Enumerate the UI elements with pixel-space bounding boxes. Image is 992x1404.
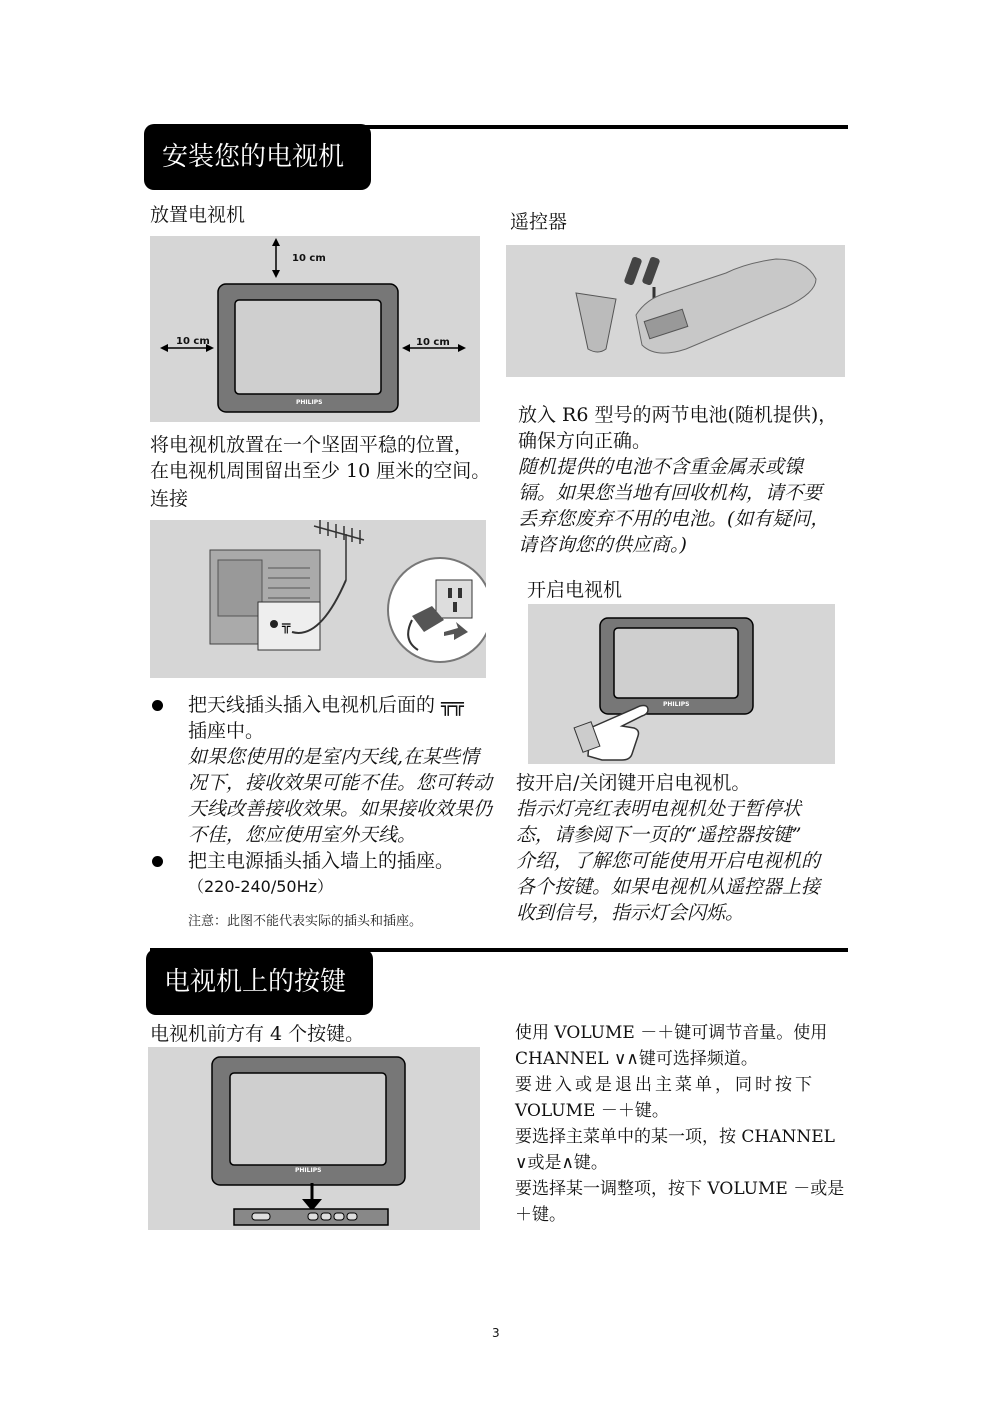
remote-italic-1: 随机提供的电池不含重金属汞或镍 <box>518 456 804 478</box>
tv-front-buttons-illustration <box>148 1047 480 1230</box>
connect-heading: 连接 <box>150 488 189 510</box>
placement-text-1: 将电视机放置在一个坚固平稳的位置， <box>150 434 474 456</box>
power-text-1: 按开启/关闭键开启电视机。 <box>516 772 751 794</box>
tv-brand-logo: PHILIPS <box>296 399 323 406</box>
bullet2-line1: 把主电源插头插入墙上的插座。 <box>188 850 455 872</box>
bullet-power <box>152 856 163 867</box>
bullet1-note4: 不佳，您应使用室外天线。 <box>188 824 417 846</box>
power-italic-5: 收到信号，指示灯会闪烁。 <box>516 902 745 924</box>
connect-figure <box>150 520 486 678</box>
power-brand-logo: PHILIPS <box>663 701 690 708</box>
page-number: 3 <box>492 1326 500 1340</box>
bullet1-line2: 插座中。 <box>188 720 265 742</box>
power-italic-1: 指示灯亮红表明电视机处于暂停状 <box>516 798 802 820</box>
remote-battery-illustration <box>506 245 845 377</box>
buttons-figure <box>148 1047 480 1230</box>
buttons-intro: 电视机前方有 4 个按键。 <box>150 1023 365 1045</box>
bullet1-note2: 况下，接收效果可能不佳。您可转动 <box>188 772 493 794</box>
power-italic-4: 各个按键。如果电视机从遥控器上接 <box>516 876 821 898</box>
remote-italic-2: 镉。如果您当地有回收机构，请不要 <box>518 482 823 504</box>
remote-italic-3: 丢弃您废弃不用的电池。(如有疑问， <box>518 508 830 530</box>
buttons-line-4: VOLUME －＋键。 <box>515 1101 669 1121</box>
buttons-line-2: CHANNEL ∨∧键可选择频道。 <box>515 1049 758 1069</box>
power-figure <box>528 604 835 764</box>
buttons-line-7: 要选择某一调整项，按下 VOLUME －或是 <box>515 1179 845 1199</box>
placement-heading: 放置电视机 <box>150 204 246 226</box>
bullet1-note3: 天线改善接收效果。如果接收效果仍 <box>188 798 493 820</box>
buttons-line-8: ＋键。 <box>515 1205 566 1225</box>
clearance-top-label: 10 cm <box>292 253 326 264</box>
clearance-left-label: 10 cm <box>176 336 210 347</box>
buttons-line-1: 使用 VOLUME －＋键可调节音量。使用 <box>515 1023 828 1043</box>
remote-text-2: 确保方向正确。 <box>518 430 652 452</box>
section-title-install: 安装您的电视机 <box>144 124 371 190</box>
section-title-buttons: 电视机上的按键 <box>146 949 373 1015</box>
placement-figure <box>150 236 480 422</box>
bullet1-line1-text: 把天线插头插入电视机后面的 <box>188 694 436 716</box>
clearance-right-label: 10 cm <box>416 337 450 348</box>
buttons-brand-logo: PHILIPS <box>295 1167 322 1174</box>
placement-text-2: 在电视机周围留出至少 10 厘米的空间。 <box>150 460 491 482</box>
power-on-illustration <box>528 604 835 764</box>
power-heading: 开启电视机 <box>527 579 623 601</box>
power-italic-3: 介绍，了解您可能使用开启电视机的 <box>516 850 821 872</box>
remote-italic-4: 请咨询您的供应商。) <box>518 534 687 556</box>
bullet1-line1 <box>188 692 464 718</box>
remote-figure <box>506 245 845 377</box>
remote-heading: 遥控器 <box>510 211 568 233</box>
power-italic-2: 态，请参阅下一页的“遥控器按键” <box>516 824 802 846</box>
bullet-antenna <box>152 700 163 711</box>
svg-text:╦: ╦ <box>282 618 291 634</box>
buttons-line-3: 要进入或是退出主菜单，同时按下 <box>515 1075 815 1095</box>
bullet2-line2: （220-240/50Hz） <box>188 877 334 896</box>
bullet1-note1: 如果您使用的是室内天线,在某些情 <box>188 746 480 768</box>
buttons-line-6: ∨或是∧键。 <box>515 1153 608 1173</box>
antenna-socket-icon: ╦╦ <box>441 694 464 716</box>
antenna-connection-illustration <box>150 520 486 678</box>
buttons-line-5: 要选择主菜单中的某一项，按 CHANNEL <box>515 1127 835 1147</box>
remote-text-1: 放入 R6 型号的两节电池(随机提供)， <box>518 404 838 426</box>
connect-note: 注意：此图不能代表实际的插头和插座。 <box>188 914 423 929</box>
